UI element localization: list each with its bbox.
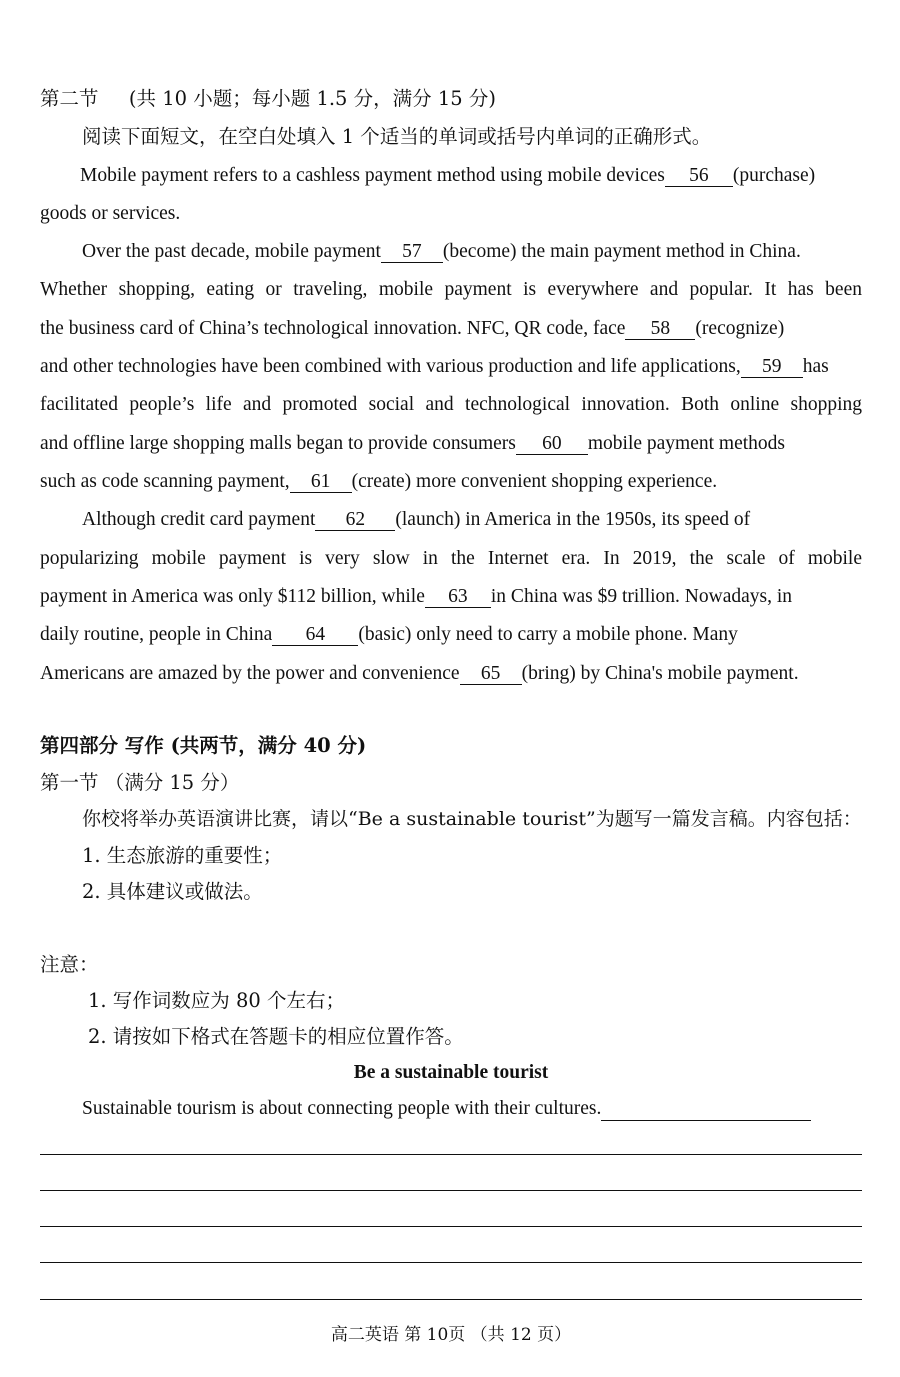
- passage-text: mobile payment methods: [587, 433, 785, 454]
- blank-59[interactable]: 59: [741, 357, 803, 378]
- blank-57[interactable]: 57: [381, 242, 443, 263]
- writing-line[interactable]: [40, 1262, 862, 1263]
- passage-line: popularizing mobile payment is very slow in the Internet era. In 2019, the scale of mobile: [40, 548, 862, 569]
- note-2: 2. 请按如下格式在答题卡的相应位置作答。: [88, 1025, 464, 1048]
- passage-text: has: [802, 356, 829, 377]
- passage-text: (launch) in America in the 1950s, its speed of: [395, 509, 751, 530]
- passage-text: (purchase): [732, 165, 816, 186]
- passage-text: Mobile payment refers to a cashless payment method using mobile devices: [80, 165, 665, 186]
- section-heading-prefix: 第二节: [40, 87, 99, 110]
- passage-line: [40, 662, 862, 686]
- blank-65[interactable]: 65: [460, 664, 522, 685]
- blank-63[interactable]: 63: [425, 587, 491, 608]
- passage-line: [80, 164, 862, 188]
- blank-64[interactable]: 64: [272, 625, 358, 646]
- passage-text: (recognize): [695, 318, 785, 339]
- part4-heading: 第四部分 写作 (共两节，满分 40 分): [40, 734, 367, 757]
- writing-prompt: 你校将举办英语演讲比赛，请以“Be a sustainable tourist”为题写一篇发言稿。内容包括：: [82, 808, 862, 830]
- passage-text: payment in America was only $112 billion, while: [40, 586, 425, 607]
- passage-line: [82, 508, 862, 532]
- writing-line[interactable]: [40, 1154, 862, 1155]
- prompt-point-2: 2. 具体建议或做法。: [82, 880, 263, 903]
- passage-line: [40, 432, 862, 456]
- blank-62[interactable]: 62: [315, 510, 395, 531]
- part4-section1-heading: 第一节 （满分 15 分）: [40, 771, 240, 794]
- passage-line: [82, 240, 862, 264]
- writing-line[interactable]: [40, 1226, 862, 1227]
- notice-label: 注意：: [40, 953, 99, 976]
- writing-line[interactable]: [601, 1100, 811, 1121]
- passage-text: in China was $9 trillion. Nowadays, in: [490, 586, 793, 607]
- passage-line: [40, 470, 862, 494]
- essay-start-line: [82, 1097, 857, 1121]
- passage-text: (basic) only need to carry a mobile phone. Many: [358, 624, 738, 645]
- passage-line: facilitated people’s life and promoted social and technological innovation. Both online shopping: [40, 394, 862, 415]
- passage-text: and offline large shopping malls began to provide consumers: [40, 433, 516, 454]
- blank-60[interactable]: 60: [516, 434, 588, 455]
- passage-text: Americans are amazed by the power and convenience: [40, 663, 460, 684]
- passage-text: (create) more convenient shopping experience.: [351, 471, 718, 492]
- essay-start-text: Sustainable tourism is about connecting people with their cultures.: [82, 1098, 602, 1119]
- passage-text: Although credit card payment: [82, 509, 316, 530]
- passage-text: such as code scanning payment,: [40, 471, 290, 492]
- passage-line: [40, 585, 862, 609]
- writing-line[interactable]: [40, 1190, 862, 1191]
- page-footer: 高二英语 第 10页 （共 12 页）: [330, 1325, 572, 1345]
- passage-text: (bring) by China's mobile payment.: [521, 663, 799, 684]
- blank-56[interactable]: 56: [665, 166, 733, 187]
- passage-text: daily routine, people in China: [40, 624, 273, 645]
- note-1: 1. 写作词数应为 80 个左右；: [88, 989, 346, 1012]
- passage-text: and other technologies have been combined with various production and life applications,: [40, 356, 741, 377]
- prompt-point-1: 1. 生态旅游的重要性；: [82, 844, 283, 867]
- section-heading: [40, 87, 862, 111]
- passage-line: goods or services.: [40, 203, 181, 224]
- instruction: 阅读下面短文，在空白处填入 1 个适当的单词或括号内单词的正确形式。: [82, 125, 712, 148]
- writing-line[interactable]: [40, 1299, 862, 1300]
- essay-title: Be a sustainable tourist: [353, 1062, 549, 1083]
- passage-line: Whether shopping, eating or traveling, mobile payment is everywhere and popular. It has been: [40, 279, 862, 300]
- passage-line: [40, 623, 862, 647]
- passage-line: [40, 355, 862, 379]
- passage-text: Over the past decade, mobile payment: [82, 241, 381, 262]
- blank-58[interactable]: 58: [625, 319, 695, 340]
- passage-text: the business card of China’s technological innovation. NFC, QR code, face: [40, 318, 626, 339]
- section-heading-detail: (共 10 小题；每小题 1.5 分，满分 15 分): [128, 87, 496, 110]
- blank-61[interactable]: 61: [290, 472, 352, 493]
- passage-line: [40, 317, 862, 341]
- passage-text: (become) the main payment method in China.: [442, 241, 801, 262]
